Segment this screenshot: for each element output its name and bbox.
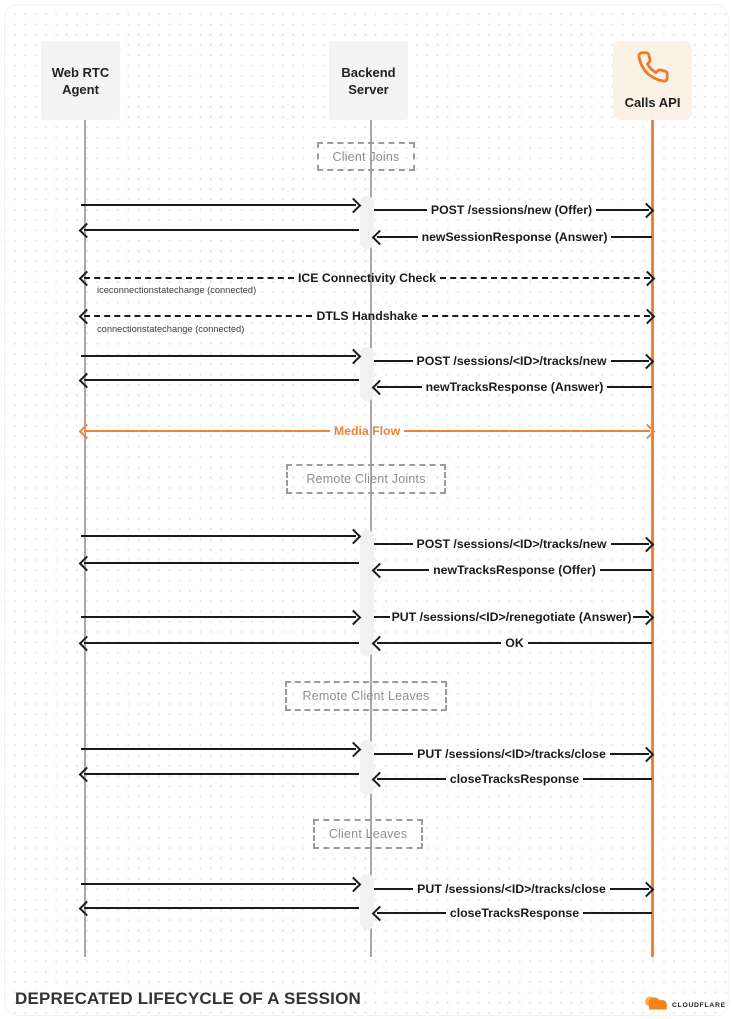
- line: [84, 430, 330, 432]
- note-label: Client Leaves: [328, 827, 408, 841]
- message-label: closeTracksResponse: [449, 772, 580, 786]
- arrow-backend-to-agent: [81, 555, 359, 571]
- line: [374, 888, 413, 890]
- arrowhead-right-icon: [640, 423, 656, 439]
- message-label: PUT /sessions/<ID>/tracks/close: [417, 882, 606, 896]
- message-post-tracks-new: [374, 536, 652, 552]
- message-close-tracks-response: [374, 905, 652, 921]
- note-client-leaves: [313, 819, 423, 849]
- line: [607, 386, 652, 388]
- arrowhead-left-icon: [79, 270, 95, 286]
- line: [84, 773, 359, 775]
- line: [528, 642, 652, 644]
- actor-label: Server: [348, 81, 389, 97]
- arrowhead-right-icon: [346, 197, 362, 213]
- arrowhead-left-icon: [79, 308, 95, 324]
- sequence-diagram-canvas: [4, 4, 729, 1016]
- annotation-connectionstatechange: connectionstatechange (connected): [97, 324, 245, 334]
- actor-label: Backend: [341, 64, 396, 80]
- arrowhead-left-icon: [79, 900, 95, 916]
- arrowhead-right-icon: [346, 741, 362, 757]
- message-put-tracks-close: [374, 881, 652, 897]
- note-remote-client-leaves: [285, 681, 447, 711]
- arrowhead-left-icon: [372, 379, 388, 395]
- arrow-agent-to-backend: [81, 876, 359, 892]
- message-label: newTracksResponse (Answer): [425, 380, 604, 394]
- actor-label: Calls API: [624, 94, 681, 110]
- activation-bar: [360, 347, 374, 401]
- arrowhead-left-icon: [79, 555, 95, 571]
- note-label: Remote Client Leaves: [302, 689, 430, 703]
- message-label: Media Flow: [333, 424, 401, 438]
- line: [611, 236, 652, 238]
- arrowhead-left-icon: [79, 635, 95, 651]
- message-label: newTracksResponse (Offer): [433, 563, 596, 577]
- arrowhead-right-icon: [346, 348, 362, 364]
- line: [583, 778, 652, 780]
- arrowhead-left-icon: [372, 562, 388, 578]
- line: [377, 642, 501, 644]
- arrowhead-left-icon: [79, 423, 95, 439]
- arrowhead-left-icon: [79, 372, 95, 388]
- dashed-line: [440, 277, 650, 279]
- line: [84, 379, 359, 381]
- line: [84, 229, 359, 231]
- arrow-agent-to-backend: [81, 348, 359, 364]
- actor-backend-server: [329, 41, 408, 120]
- message-put-tracks-close: [374, 746, 652, 762]
- message-put-renegotiate: [374, 609, 652, 625]
- actor-webrtc-agent: [41, 41, 120, 120]
- arrow-agent-to-backend: [81, 197, 359, 213]
- line: [600, 569, 652, 571]
- arrowhead-right-icon: [639, 746, 655, 762]
- message-label: PUT /sessions/<ID>/tracks/close: [417, 747, 606, 761]
- arrowhead-left-icon: [79, 766, 95, 782]
- message-new-tracks-response-offer: [374, 562, 652, 578]
- line: [84, 642, 359, 644]
- message-ice-connectivity-check: [81, 270, 653, 286]
- arrowhead-left-icon: [372, 771, 388, 787]
- message-close-tracks-response: [374, 771, 652, 787]
- note-label: Remote Client Joints: [306, 472, 426, 486]
- arrow-agent-to-backend: [81, 528, 359, 544]
- arrowhead-left-icon: [372, 905, 388, 921]
- message-label: POST /sessions/<ID>/tracks/new: [416, 537, 607, 551]
- dashed-line: [422, 315, 650, 317]
- actor-label: Agent: [62, 81, 99, 97]
- phone-icon: [636, 50, 670, 88]
- arrow-backend-to-agent: [81, 900, 359, 916]
- actor-calls-api: [613, 41, 692, 120]
- note-client-joins: [317, 142, 415, 171]
- line: [81, 883, 356, 885]
- message-label: OK: [505, 636, 524, 650]
- arrow-backend-to-agent: [81, 766, 359, 782]
- arrow-backend-to-agent: [81, 635, 359, 651]
- arrowhead-left-icon: [372, 635, 388, 651]
- message-label: newSessionResponse (Answer): [421, 230, 608, 244]
- note-remote-client-joins: [286, 464, 446, 494]
- message-post-tracks-new: [374, 353, 652, 369]
- line: [374, 209, 427, 211]
- line: [81, 616, 356, 618]
- arrow-agent-to-backend: [81, 609, 359, 625]
- message-new-tracks-response-answer: [374, 379, 652, 395]
- activation-bar: [360, 874, 374, 930]
- cloudflare-logo: [642, 995, 726, 1015]
- annotation-iceconnectionstatechange: iceconnectionstatechange (connected): [97, 285, 257, 295]
- message-label: POST /sessions/new (Offer): [430, 203, 593, 217]
- page-title: DEPRECATED LIFECYCLE OF A SESSION: [15, 989, 362, 1008]
- arrowhead-right-icon: [640, 270, 656, 286]
- message-ok: [374, 635, 652, 651]
- line: [81, 204, 356, 206]
- activation-bar: [360, 530, 374, 656]
- activation-bar: [360, 740, 374, 795]
- arrowhead-right-icon: [639, 881, 655, 897]
- message-new-session-response: [374, 229, 652, 245]
- arrowhead-left-icon: [79, 222, 95, 238]
- message-label: PUT /sessions/<ID>/renegotiate (Answer): [391, 610, 632, 624]
- arrowhead-right-icon: [639, 609, 655, 625]
- activation-bar: [360, 196, 374, 249]
- dashed-line: [84, 277, 294, 279]
- message-dtls-handshake: [81, 308, 653, 324]
- actor-label: Web RTC: [51, 64, 110, 80]
- line: [404, 430, 650, 432]
- arrowhead-left-icon: [372, 229, 388, 245]
- arrow-agent-to-backend: [81, 741, 359, 757]
- line: [374, 543, 413, 545]
- line: [374, 753, 413, 755]
- message-media-flow: [81, 423, 653, 439]
- message-label: ICE Connectivity Check: [297, 271, 437, 285]
- note-label: Client Joins: [332, 149, 400, 164]
- arrow-backend-to-agent: [81, 222, 359, 238]
- arrowhead-right-icon: [639, 202, 655, 218]
- line: [81, 748, 356, 750]
- line: [374, 616, 390, 618]
- message-post-sessions-new: [374, 202, 652, 218]
- arrowhead-right-icon: [346, 609, 362, 625]
- message-label: POST /sessions/<ID>/tracks/new: [416, 354, 607, 368]
- arrowhead-right-icon: [639, 353, 655, 369]
- arrowhead-right-icon: [346, 528, 362, 544]
- message-label: closeTracksResponse: [449, 906, 580, 920]
- line: [583, 912, 652, 914]
- line: [374, 360, 413, 362]
- cloudflare-cloud-icon: [642, 995, 669, 1015]
- dashed-line: [84, 315, 312, 317]
- arrow-backend-to-agent: [81, 372, 359, 388]
- message-label: DTLS Handshake: [316, 309, 418, 323]
- arrowhead-right-icon: [346, 876, 362, 892]
- line: [84, 907, 359, 909]
- line: [84, 562, 359, 564]
- cloudflare-wordmark: CLOUDFLARE: [672, 1001, 726, 1009]
- arrowhead-right-icon: [639, 536, 655, 552]
- line: [81, 355, 356, 357]
- line: [81, 535, 356, 537]
- arrowhead-right-icon: [640, 308, 656, 324]
